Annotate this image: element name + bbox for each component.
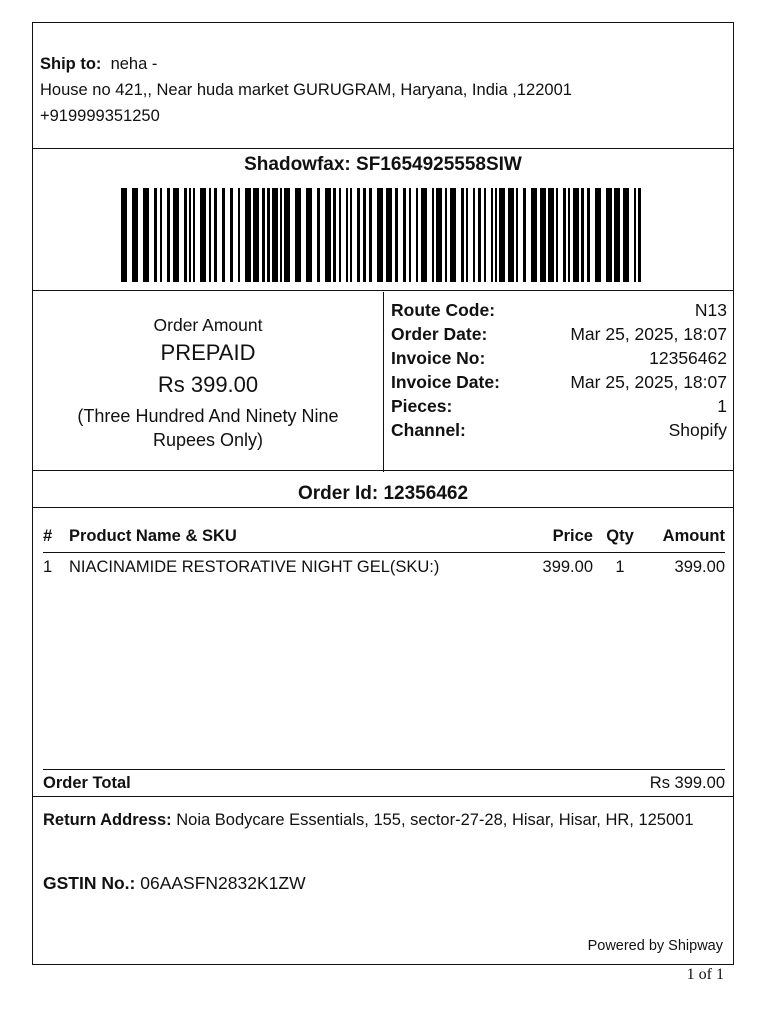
barcode-bar xyxy=(386,188,392,282)
barcode-bar xyxy=(143,188,149,282)
barcode-bar xyxy=(333,188,336,282)
order-total-row xyxy=(43,769,725,796)
barcode-bar xyxy=(614,188,620,282)
gstin-value: 06AASFN2832K1ZW xyxy=(140,873,306,893)
barcode-bar xyxy=(491,188,493,282)
barcode-bar xyxy=(587,188,590,282)
barcode-bar xyxy=(184,188,187,282)
barcode-bar xyxy=(193,188,195,282)
order-id: Order Id: 12356462 xyxy=(297,483,469,504)
recipient-name: neha - xyxy=(110,55,158,73)
barcode-bar xyxy=(272,188,278,282)
meta-pieces: Pieces: 1 xyxy=(391,396,727,416)
recipient-phone: +919999351250 xyxy=(40,107,160,125)
barcode-bar xyxy=(531,188,537,282)
barcode-bar xyxy=(540,188,546,282)
meta-invoice-no: Invoice No: 12356462 xyxy=(391,348,727,368)
barcode-bar xyxy=(253,188,259,282)
barcode-bar xyxy=(160,188,162,282)
barcode-bar xyxy=(478,188,481,282)
barcode-bar xyxy=(209,188,211,282)
barcode-bar xyxy=(350,188,352,282)
meta-route-code: Route Code: N13 xyxy=(391,300,727,320)
barcode-bar xyxy=(167,188,170,282)
barcode-bar xyxy=(581,188,584,282)
barcode-bar xyxy=(317,188,320,282)
divider xyxy=(33,290,733,291)
row-price: 399.00 xyxy=(542,558,593,576)
divider xyxy=(33,796,733,797)
order-meta xyxy=(391,298,727,442)
barcode-bar xyxy=(573,188,579,282)
barcode-bar xyxy=(436,188,442,282)
barcode-bar xyxy=(421,188,427,282)
meta-invoice-date: Invoice Date: Mar 25, 2025, 18:07 xyxy=(391,372,727,392)
barcode-bar xyxy=(473,188,475,282)
return-address-label: Return Address: xyxy=(43,811,172,829)
barcode-bar xyxy=(409,188,411,282)
barcode-bar xyxy=(369,188,372,282)
barcode-bar xyxy=(466,188,468,282)
barcode-bar xyxy=(280,188,282,282)
divider xyxy=(33,470,733,471)
barcode-bar xyxy=(516,188,518,282)
barcode-bar xyxy=(154,188,157,282)
barcode-bar xyxy=(568,188,570,282)
barcode-bar xyxy=(325,188,331,282)
gstin xyxy=(43,873,723,894)
barcode-bar xyxy=(121,188,127,282)
barcode-bar xyxy=(230,188,233,282)
barcode-bar xyxy=(267,188,270,282)
barcode-bar xyxy=(395,188,398,282)
barcode-bar xyxy=(450,188,456,282)
barcode-bar xyxy=(595,188,601,282)
row-amount: 399.00 xyxy=(674,558,725,576)
ship-to-line xyxy=(40,51,733,77)
table-row xyxy=(43,553,725,583)
barcode-bar xyxy=(508,188,514,282)
order-total-value: Rs 399.00 xyxy=(649,774,725,792)
barcode-bar xyxy=(638,188,641,282)
payment-mode: PREPAID xyxy=(160,340,256,365)
return-address-text: Noia Bodycare Essentials, 155, sector-27-28, Hisar, Hisar, HR, 125001 xyxy=(176,811,694,829)
shipping-label xyxy=(32,22,734,965)
barcode-bar xyxy=(132,188,138,282)
barcode-bar xyxy=(284,188,290,282)
ship-to-section xyxy=(33,23,733,150)
order-amount-label: Order Amount xyxy=(153,315,263,335)
ship-to-label: Ship to: xyxy=(40,55,102,73)
row-num: 1 xyxy=(43,558,53,576)
barcode-bar xyxy=(461,188,464,282)
order-amount-value: Rs 399.00 xyxy=(157,372,259,397)
order-amount-section xyxy=(33,292,383,472)
meta-order-date: Order Date: Mar 25, 2025, 18:07 xyxy=(391,324,727,344)
powered-by: Powered by Shipway xyxy=(587,938,723,954)
page-number: 1 of 1 xyxy=(686,966,724,983)
barcode-bar xyxy=(262,188,265,282)
barcode-bar xyxy=(346,188,348,282)
barcode-bar xyxy=(377,188,383,282)
barcode-bar xyxy=(499,188,505,282)
row-product-name: NIACINAMIDE RESTORATIVE NIGHT GEL(SKU:) xyxy=(69,558,440,576)
barcode-bar xyxy=(214,188,217,282)
barcode-bar xyxy=(495,188,497,282)
barcode-bar xyxy=(339,188,341,282)
barcode-bar xyxy=(295,188,301,282)
meta-channel: Channel: Shopify xyxy=(391,420,727,440)
order-amount-words: (Three Hundred And Ninety Nine Rupees Only) xyxy=(77,406,339,450)
divider xyxy=(33,148,733,149)
barcode-bar xyxy=(363,188,366,282)
carrier-awb-title: Shadowfax: SF1654925558SIW xyxy=(244,154,522,175)
barcode-bar xyxy=(238,188,240,282)
header-amount: Amount xyxy=(662,527,725,545)
table-header-row xyxy=(43,522,725,553)
barcode-bar xyxy=(484,188,486,282)
barcode-bar xyxy=(200,188,206,282)
barcode-bar xyxy=(548,188,554,282)
barcode-bar xyxy=(416,188,418,282)
order-total-label: Order Total xyxy=(43,774,131,792)
divider-vertical xyxy=(383,292,384,472)
barcode-bar xyxy=(634,188,636,282)
barcode-bar xyxy=(623,188,629,282)
header-qty: Qty xyxy=(606,527,634,545)
barcode-bar xyxy=(432,188,434,282)
barcode-bar xyxy=(173,188,179,282)
barcode-bar xyxy=(556,188,558,282)
divider xyxy=(33,507,733,508)
return-address xyxy=(43,809,723,831)
barcode-bar xyxy=(606,188,612,282)
barcode-bar xyxy=(357,188,360,282)
barcode-bar xyxy=(403,188,406,282)
barcode-bar xyxy=(189,188,191,282)
product-table xyxy=(43,522,725,583)
barcode-bar xyxy=(445,188,447,282)
gstin-label: GSTIN No.: xyxy=(43,873,136,893)
barcode-bar xyxy=(563,188,566,282)
barcode-image xyxy=(121,188,649,282)
barcode-bar xyxy=(222,188,225,282)
header-product-name: Product Name & SKU xyxy=(69,527,237,545)
header-num: # xyxy=(43,527,53,545)
barcode-bar xyxy=(245,188,251,282)
header-price: Price xyxy=(552,527,593,545)
barcode-bar xyxy=(523,188,526,282)
barcode-bar xyxy=(306,188,312,282)
row-qty: 1 xyxy=(615,558,625,576)
recipient-address: House no 421,, Near huda market GURUGRAM, Haryana, India ,122001 xyxy=(40,81,572,99)
